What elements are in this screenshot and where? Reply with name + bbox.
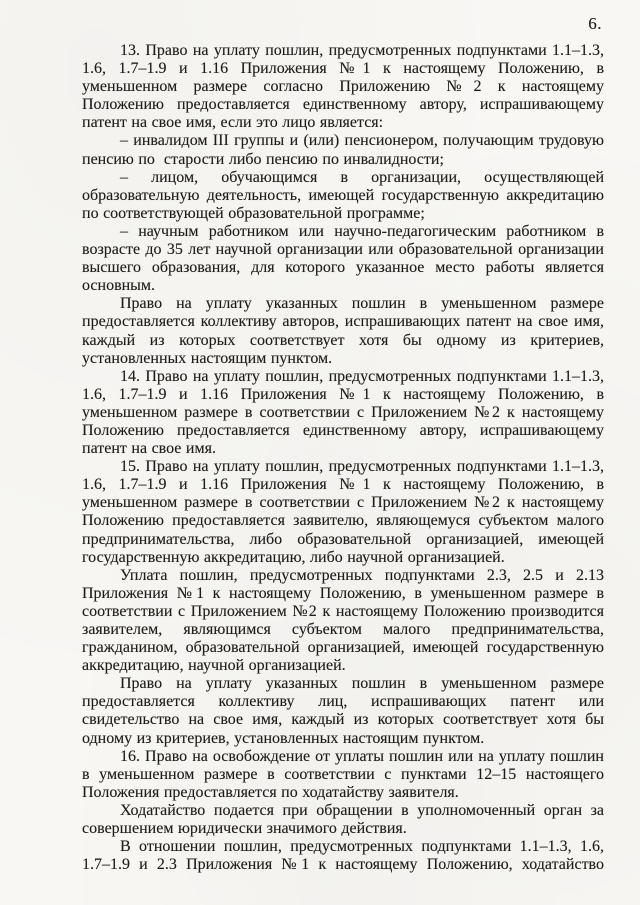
document-body xyxy=(82,42,604,874)
paragraph-14: 14. Право на уплату пошлин, предусмотренных подпунктами 1.1–1.3, 1.6, 1.7–1.9 и 1.16 Приложения №1 к настоящему Положению, в уменьшенном размере в соответствии с Приложением №2 к настоящему Положению предоставляется единственному автору, испрашивающему патент на свое имя. xyxy=(82,367,604,458)
paragraph-15-uplata: Уплата пошлин, предусмотренных подпунктами 2.3, 2.5 и 2.13 Приложения №1 к настоящему Положению, в уменьшенном размере в соответствии с Приложением №2 к настоящему Положению производится заявителем, являющимся субъектом малого предпринимательства, гражданином, образовательной организацией, имеющей государственную аккредитацию, научной организацией. xyxy=(82,566,604,675)
paragraph-16-khodataystvo: Ходатайство подается при обращении в уполномоченный орган за совершением юридически значимого действия. xyxy=(82,801,604,838)
paragraph-13: 13. Право на уплату пошлин, предусмотренных подпунктами 1.1–1.3, 1.6, 1.7–1.9 и 1.16 Приложения №1 к настоящему Положению, в уменьшенном размере согласно Приложению №2 к настоящему Положению предоставляется единственному автору, испрашивающему патент на свое имя, если это лицо является: xyxy=(82,42,604,132)
list-item-dash-2: – лицом, обучающимся в организации, осуществляющей образовательную деятельность, имеющей государственную аккредитацию по соответствующей образовательной программе; xyxy=(82,168,604,222)
paragraph-16-v-otnoshenii: В отношении пошлин, предусмотренных подпунктами 1.1–1.3, 1.6, 1.7–1.9 и 2.3 Приложения №1 к настоящему Положению, ходатайство xyxy=(82,838,604,874)
list-item-dash-3: – научным работником или научно-педагогическим работником в возрасте до 35 лет научной организации или образовательной организации высшего образования, для которого указанное место работы является основным. xyxy=(82,222,604,295)
paragraph-13-continuation: Право на уплату указанных пошлин в уменьшенном размере предоставляется коллективу авторов, испрашивающих патент на свое имя, каждый из которых соответствует хотя бы одному из критериев, установленных настоящим пунктом. xyxy=(82,295,604,367)
paragraph-15: 15. Право на уплату пошлин, предусмотренных подпунктами 1.1–1.3, 1.6, 1.7–1.9 и 1.16 Приложения №1 к настоящему Положению, в уменьшенном размере в соответствии с Приложением №2 к настоящему Положению предоставляется заявителю, являющемуся субъектом малого предпринимательства, либо образовательной организацией, имеющей государственную аккредитацию, либо научной организацией. xyxy=(82,458,604,566)
paragraph-15-pravo: Право на уплату указанных пошлин в уменьшенном размере предоставляется коллективу лиц, испрашивающих патент или свидетельство на свое имя, каждый из которых соответствует хотя бы одному из критериев, установленных настоящим пунктом. xyxy=(82,675,604,747)
paragraph-16: 16. Право на освобождение от уплаты пошлин или на уплату пошлин в уменьшенном размере в соответствии с пунктами 12–15 настоящего Положения предоставляется по ходатайству заявителя. xyxy=(82,747,604,801)
list-item-dash-1: – инвалидом III группы и (или) пенсионером, получающим трудовую пенсию по старости либо пенсию по инвалидности; xyxy=(82,132,604,168)
page-number: 6. xyxy=(588,14,602,33)
